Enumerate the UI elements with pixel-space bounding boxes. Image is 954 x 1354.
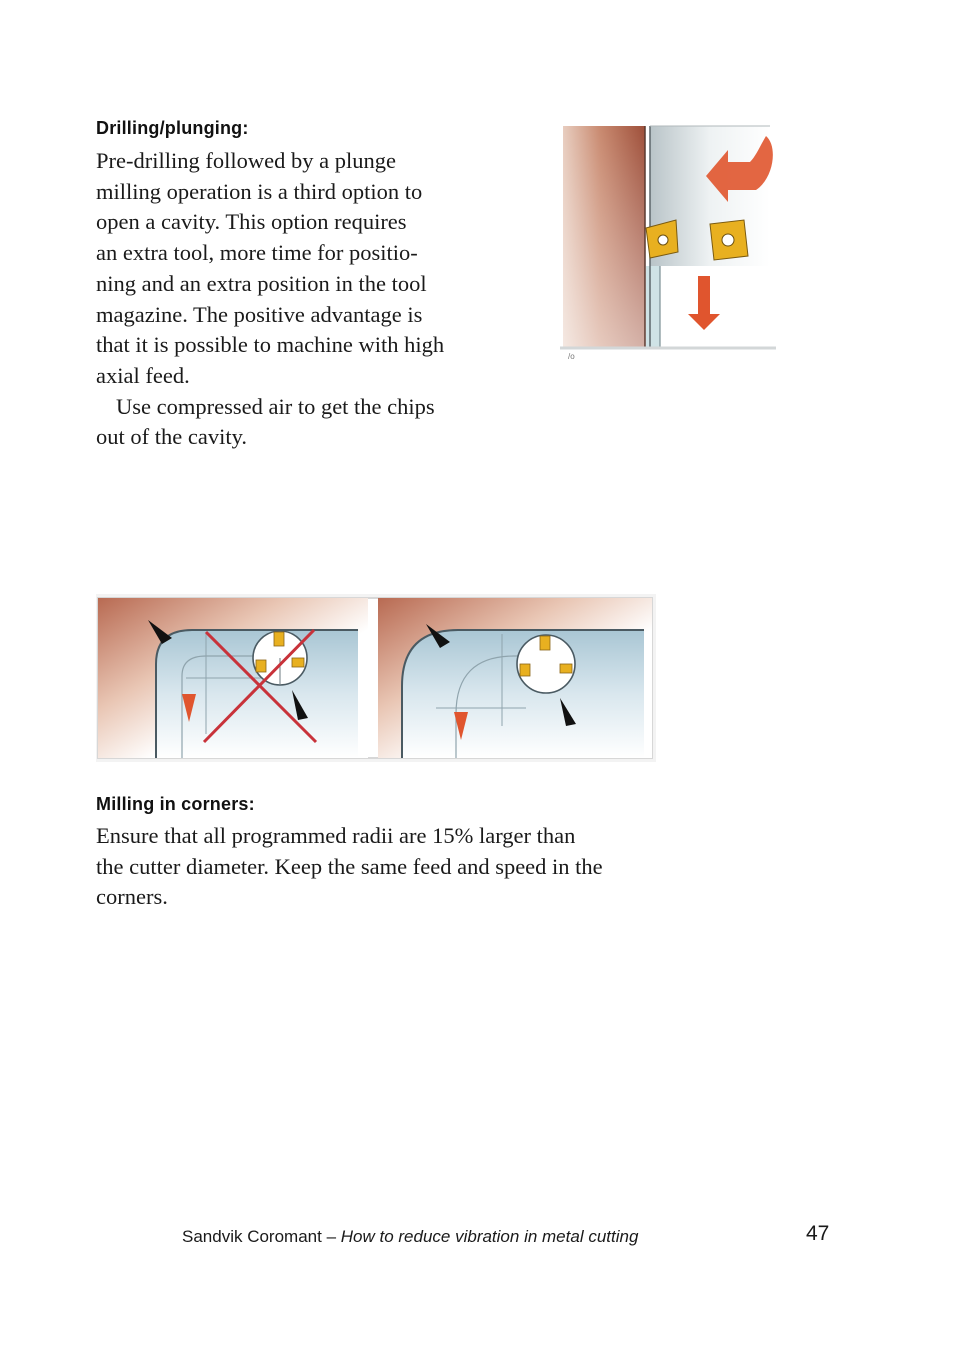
svg-text:/o: /o <box>568 352 575 361</box>
corner-milling-illustration <box>96 594 656 762</box>
text-line: Ensure that all programmed radii are 15% larger than <box>96 823 576 848</box>
running-footer <box>182 1227 638 1247</box>
text-line: Use compressed air to get the chips <box>116 393 435 419</box>
incorrect-corner-panel <box>98 598 368 758</box>
text-line: out of the cavity. <box>96 424 247 450</box>
drilling-paragraph <box>96 146 444 453</box>
cutter-icon <box>517 635 575 693</box>
correct-corner-panel <box>378 598 652 758</box>
drilling-heading: Drilling/plunging: <box>96 118 249 138</box>
footer-title: How to reduce vibration in metal cutting <box>340 1227 639 1246</box>
plunge-milling-illustration <box>560 116 778 362</box>
footer-publisher: Sandvik Coromant – <box>182 1227 341 1246</box>
text-line: that it is possible to machine with high <box>96 332 445 358</box>
page-number: 47 <box>806 1222 830 1245</box>
text-line: Pre-drilling followed by a plunge <box>96 148 396 173</box>
text-line: an extra tool, more time for positio- <box>96 240 418 266</box>
cutter-icon <box>253 631 307 685</box>
corners-heading: Milling in corners: <box>96 794 255 814</box>
insert-icon <box>710 220 748 260</box>
text-line: the cutter diameter. Keep the same feed and speed in the <box>96 853 603 879</box>
text-line: axial feed. <box>96 362 190 388</box>
corners-paragraph <box>96 821 603 913</box>
text-line: open a cavity. This option requires <box>96 209 407 235</box>
text-line: magazine. The positive advantage is <box>96 301 423 327</box>
text-line: milling operation is a third option to <box>96 178 423 204</box>
text-line: corners. <box>96 884 168 910</box>
text-line: ning and an extra position in the tool <box>96 270 427 296</box>
